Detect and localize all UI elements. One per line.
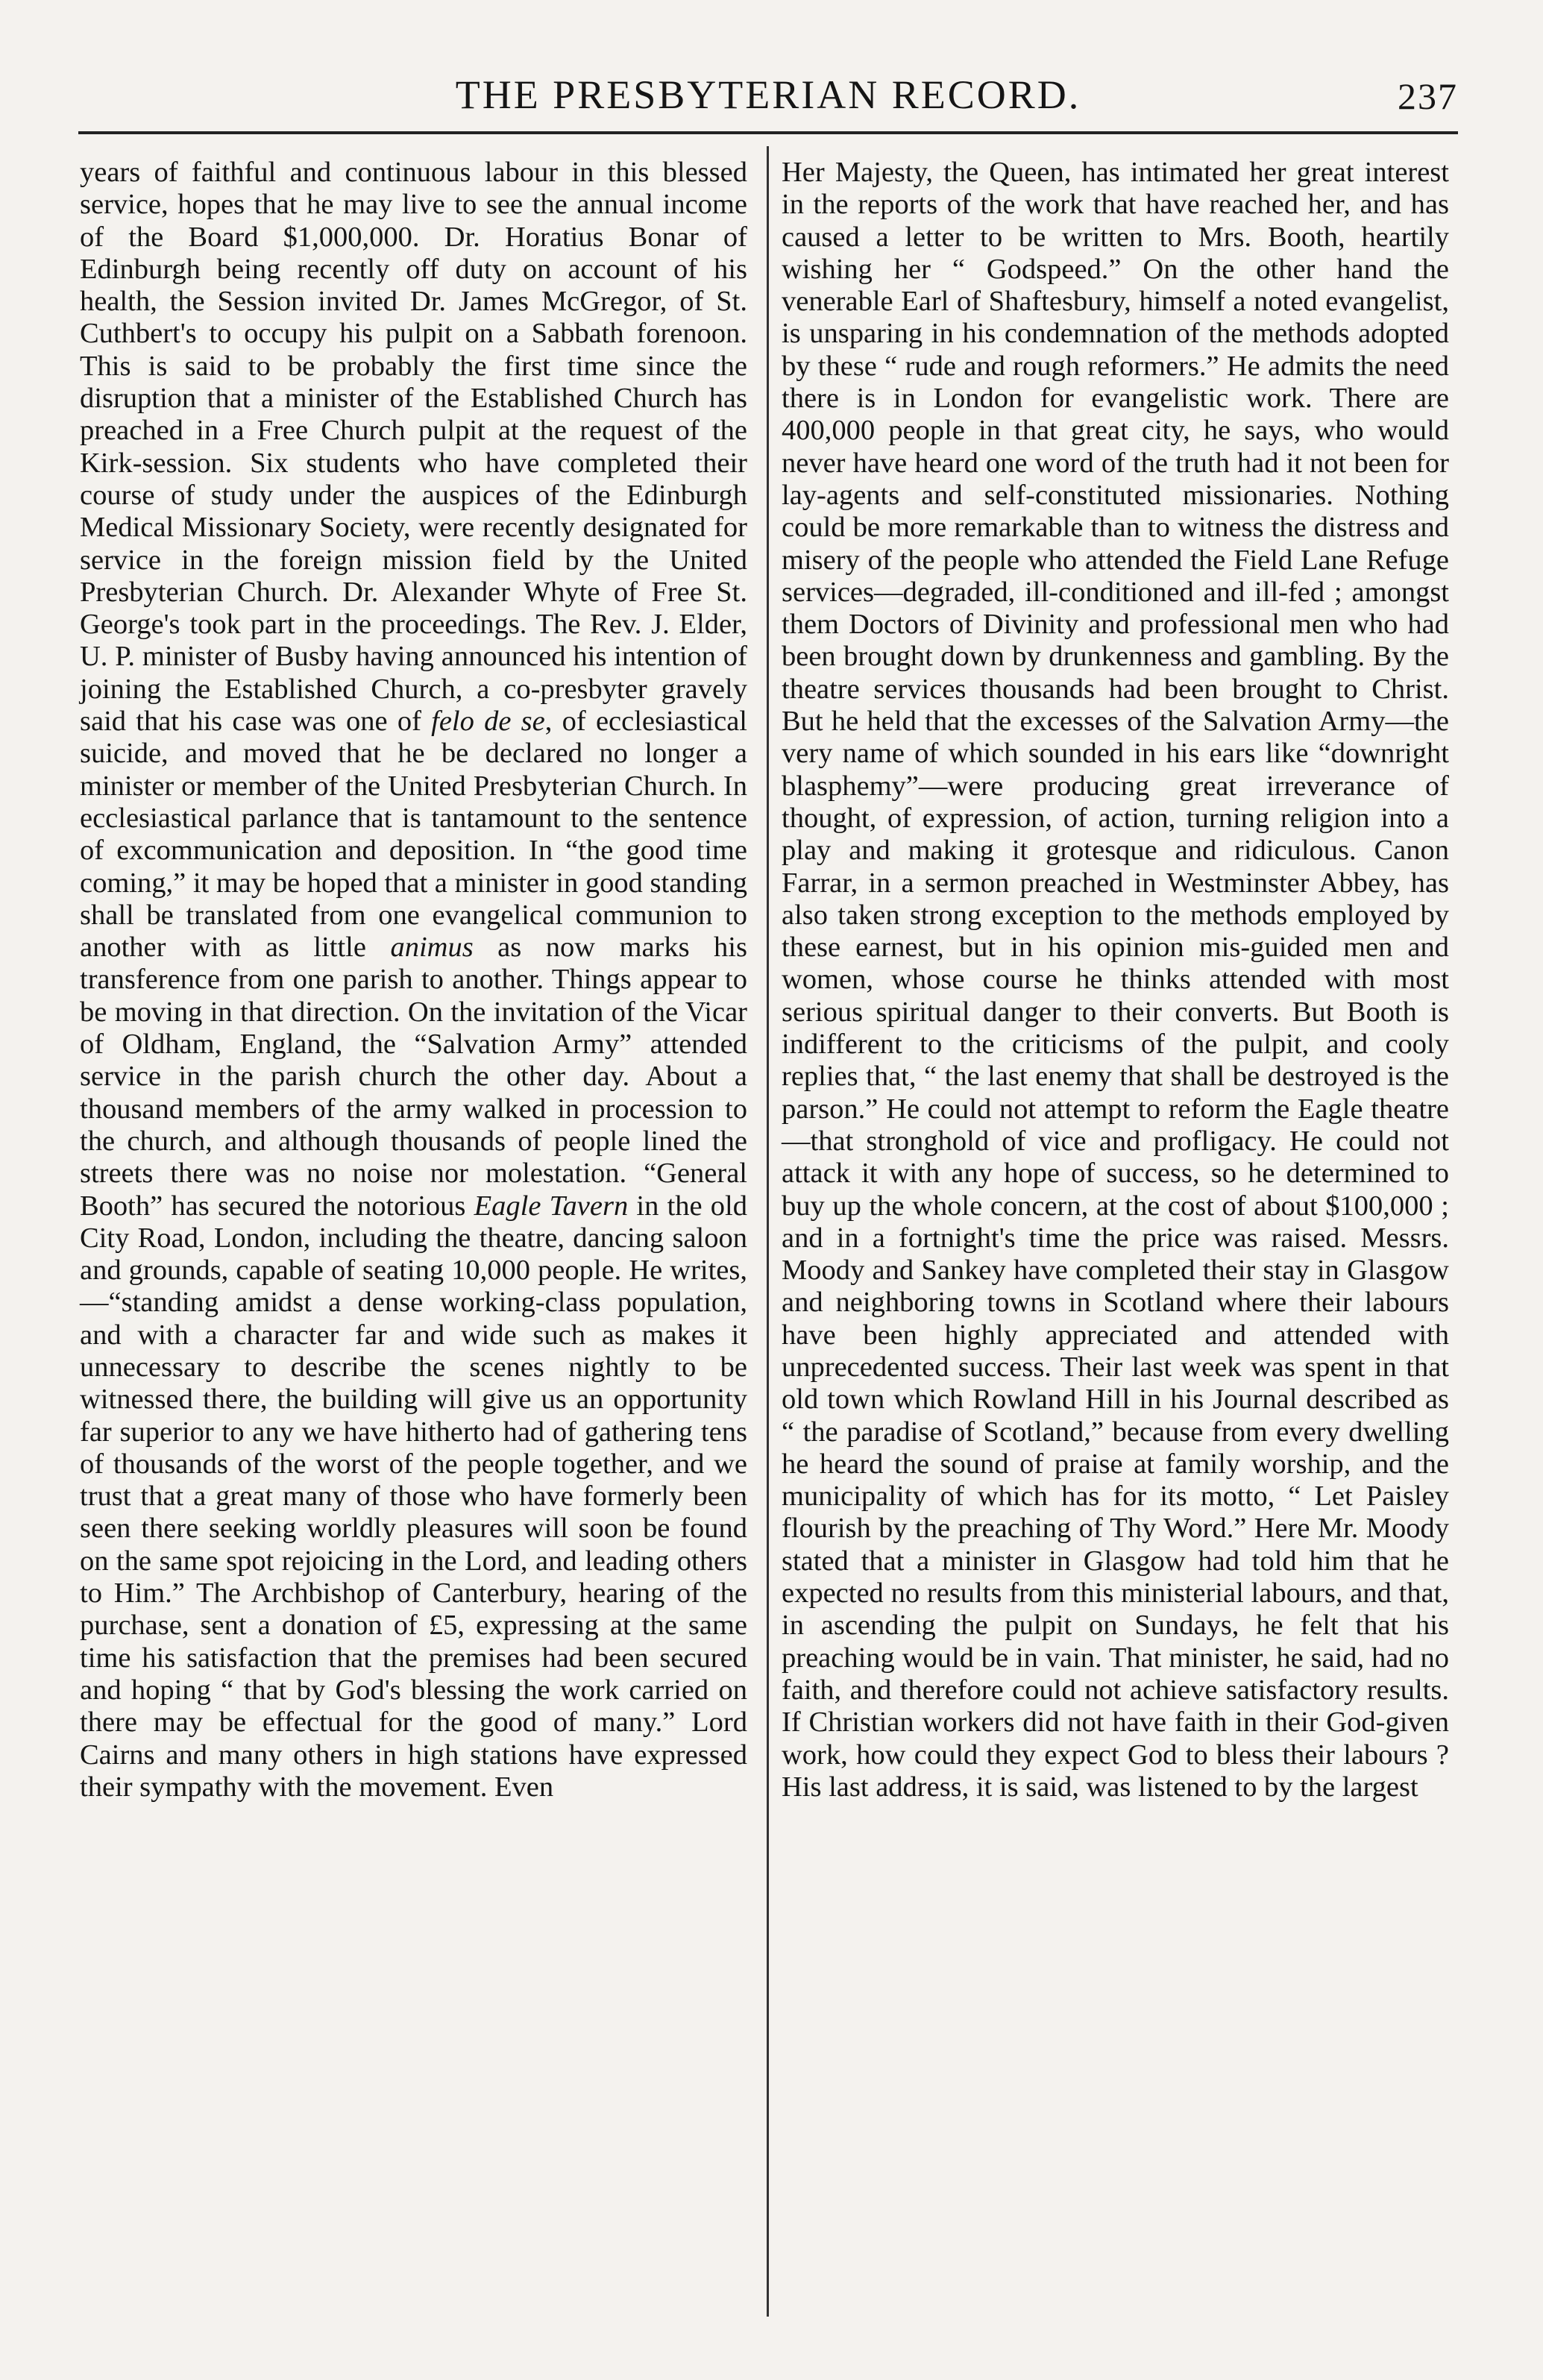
italic-phrase-eagle-tavern: Eagle Tavern <box>474 1190 629 1222</box>
journal-title: THE PRESBYTERIAN RECORD. <box>455 72 1081 117</box>
left-column-text <box>80 157 747 1803</box>
italic-phrase-felo-de-se: felo de se <box>431 706 545 738</box>
text-segment: in the old City Road, London, including the theatre, dancing saloon and grounds, capable of seating 10,000 people. He writes, —“standing amidst a dense working-class population, and with a character far and wide such as makes it unnecessary to describe the scenes nightly to be witnessed there, the building will give us an opportunity far superior to any we have hitherto had of gathering tens of thousands of the worst of the people together, and we trust that a great many of those who have formerly been seen there seeking worldly pleasures will soon be found on the same spot rejoicing in the Lord, and leading others to Him.” The Archbishop of Canterbury, hearing of the purchase, sent a donation of £5, expressing at the same time his satisfaction that the premises had been secured and hoping “ that by God's blessing the work carried on there may be effectual for the good of many.” Lord Cairns and many others in high stations have expressed their sympathy with the movement. Even <box>80 1190 748 1803</box>
text-segment: as now marks his transference from one parish to another. Things appear to be moving in that direction. On the invitation of the Vicar of Oldham, England, the “Salvation Army” attended service in the parish church the other day. About a thousand members of the army walked in procession to the church, and although thousands of people lined the streets there was no noise nor molestation. “General Booth” has secured the notorious <box>80 932 747 1222</box>
italic-word-animus: animus <box>390 932 474 964</box>
left-column <box>80 157 747 1803</box>
column-divider <box>767 146 769 2317</box>
page-number: 237 <box>1398 75 1458 117</box>
right-column <box>782 157 1449 1803</box>
right-column-text: Her Majesty, the Queen, has intimated her great interest in the reports of the work that have reached her, and has caused a letter to be written to Mrs. Booth, heartily wishing her “ Godspeed.” On the other hand the venerable Earl of Shaftesbury, himself a noted evangelist, is unsparing in his condemnation of the methods adopted by these “ rude and rough reformers.” He admits the need there is in London for evangelistic work. There are 400,000 people in that great city, he says, who would never have heard one word of the truth had it not been for lay-agents and self-constituted missionaries. Nothing could be more remarkable than to witness the distress and misery of the people who attended the Field Lane Refuge services—degraded, ill-conditioned and ill-fed ; amongst them Doctors of Divinity and professional men who had been brought down by drunkenness and gambling. By the theatre services thousands had been brought to Christ. But he held that the excesses of the Salvation Army—the very name of which sounded in his ears like “downright blasphemy”—were producing great irreverance of thought, of expression, of action, turning religion into a play and making it grotesque and ridiculous. Canon Farrar, in a sermon preached in Westminster Abbey, has also taken strong exception to the methods employed by these earnest, but in his opinion mis-guided men and women, whose course he thinks attended with most serious spiritual danger to their converts. But Booth is indifferent to the criticisms of the pulpit, and cooly replies that, “ the last enemy that shall be destroyed is the parson.” He could not attempt to reform the Eagle theatre—that stronghold of vice and profligacy. He could not attack it with any hope of success, so he determined to buy up the whole concern, at the cost of about $100,000 ; and in a fortnight's time the price was raised. Messrs. Moody and Sankey have completed their stay in Glasgow and neighboring towns in Scotland where their labours have been highly appreciated and attended with unprecedented success. Their last week was spent in that old town which Rowland Hill in his Journal described as “ the paradise of Scotland,” because from every dwelling he heard the sound of praise at family worship, and the municipality of which has for its motto, “ Let Paisley flourish by the preaching of Thy Word.” Here Mr. Moody stated that a minister in Glasgow had told him that he expected no results from this ministerial labours, and that, in ascending the pulpit on Sundays, he felt that his preaching would be in vain. That minister, he said, had no faith, and therefore could not achieve satisfactory results. If Christian workers did not have faith in their God-given work, how could they expect God to bless their labours ? His last address, it is said, was listened to by the largest <box>782 157 1449 1803</box>
header-rule <box>78 131 1458 134</box>
text-segment: years of faithful and continuous labour in this blessed service, hopes that he may live to see the annual income of the Board $1,000,000. Dr. Horatius Bonar of Edinburgh being recently off duty on account of his health, the Session invited Dr. James McGregor, of St. Cuthbert's to occupy his pulpit on a Sabbath forenoon. This is said to be probably the first time since the disruption that a minister of the Established Church has preached in a Free Church pulpit at the request of the Kirk-session. Six students who have completed their course of study under the auspices of the Edinburgh Medical Missionary Society, were recently designated for service in the foreign mission field by the United Presbyterian Church. Dr. Alexander Whyte of Free St. George's took part in the proceedings. The Rev. J. Elder, U. P. minister of Busby having announced his intention of joining the Established Church, a co-presbyter gravely said that his case was one of <box>80 157 747 738</box>
text-segment: , of ecclesiastical suicide, and moved that he be declared no longer a minister or member of the United Presbyterian Church. In ecclesiastical parlance that is tantamount to the sentence of excommunication and deposition. In “the good time coming,” it may be hoped that a minister in good standing shall be translated from one evangelical communion to another with as little <box>80 706 748 964</box>
masthead <box>78 66 1458 125</box>
